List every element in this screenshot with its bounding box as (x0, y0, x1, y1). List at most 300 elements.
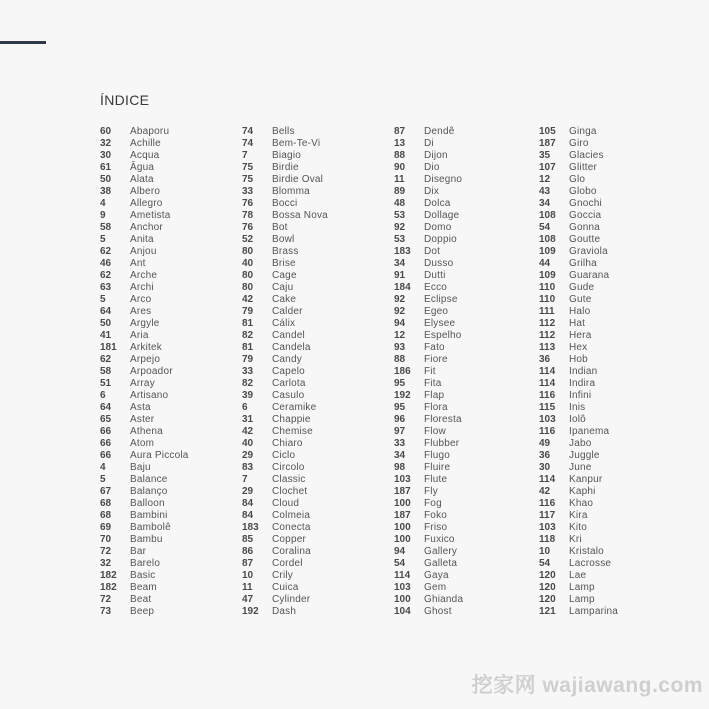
product-name: Fly (424, 486, 438, 497)
page-number: 112 (539, 318, 556, 329)
index-entry (100, 342, 240, 354)
product-name: Lacrosse (569, 558, 612, 569)
product-name: Bambolê (130, 522, 171, 533)
product-name: Beep (130, 606, 155, 617)
product-name: June (569, 462, 592, 473)
index-entry (539, 162, 679, 174)
product-name: Dash (272, 606, 297, 617)
product-name: Arpoador (130, 366, 173, 377)
product-name: Aura Piccola (130, 450, 189, 461)
index-entry (100, 222, 240, 234)
page-number: 120 (539, 582, 556, 593)
product-name: Casulo (272, 390, 305, 401)
product-name: Fluire (424, 462, 451, 473)
index-entry (100, 474, 240, 486)
index-entry (394, 378, 534, 390)
page-number: 104 (394, 606, 411, 617)
index-entry (100, 402, 240, 414)
index-entry (394, 162, 534, 174)
product-name: Galleta (424, 558, 458, 569)
product-name: Balanço (130, 486, 168, 497)
product-name: Ecco (424, 282, 448, 293)
page-number: 93 (394, 342, 406, 353)
page-number: 103 (539, 414, 556, 425)
index-entry (242, 402, 382, 414)
index-entry (242, 522, 382, 534)
product-name: Lamp (569, 582, 595, 593)
product-name: Alata (130, 174, 154, 185)
page-number: 29 (242, 450, 254, 461)
page-number: 121 (539, 606, 556, 617)
product-name: Fuxico (424, 534, 455, 545)
product-name: Athena (130, 426, 163, 437)
index-entry (394, 558, 534, 570)
page-number: 87 (394, 126, 406, 137)
page-number: 5 (100, 474, 106, 485)
product-name: Gaya (424, 570, 449, 581)
product-name: Array (130, 378, 155, 389)
page-number: 108 (539, 234, 556, 245)
index-column-1 (100, 126, 240, 618)
product-name: Cylinder (272, 594, 311, 605)
page-number: 58 (100, 222, 112, 233)
page-number: 183 (394, 246, 411, 257)
index-entry (100, 486, 240, 498)
product-name: Hob (569, 354, 588, 365)
product-name: Ametista (130, 210, 171, 221)
product-name: Flora (424, 402, 448, 413)
product-name: Arpejo (130, 354, 161, 365)
page-number: 47 (242, 594, 254, 605)
page-number: 49 (539, 438, 551, 449)
product-name: Lamp (569, 594, 595, 605)
index-entry (100, 270, 240, 282)
page-number: 13 (394, 138, 406, 149)
index-entry (394, 318, 534, 330)
product-name: Ipanema (569, 426, 610, 437)
page-number: 105 (539, 126, 556, 137)
product-name: Dutti (424, 270, 446, 281)
product-name: Glacies (569, 150, 604, 161)
index-entry (100, 294, 240, 306)
product-name: Bar (130, 546, 147, 557)
page-number: 32 (100, 138, 112, 149)
page-number: 111 (539, 306, 555, 317)
index-entry (242, 222, 382, 234)
page-number: 11 (242, 582, 253, 593)
product-name: Âgua (130, 162, 155, 173)
page-number: 113 (539, 342, 556, 353)
product-name: Ant (130, 258, 146, 269)
page-number: 103 (394, 582, 411, 593)
page-number: 62 (100, 354, 112, 365)
page-number: 30 (100, 150, 112, 161)
product-name: Brise (272, 258, 296, 269)
index-entry (539, 126, 679, 138)
product-name: Glitter (569, 162, 598, 173)
index-entry (242, 558, 382, 570)
product-name: Espelho (424, 330, 462, 341)
page-number: 103 (394, 474, 411, 485)
index-entry (100, 450, 240, 462)
product-name: Achille (130, 138, 161, 149)
index-entry (539, 174, 679, 186)
index-entry (242, 258, 382, 270)
page-number: 192 (394, 390, 411, 401)
product-name: Guarana (569, 270, 610, 281)
index-entry (100, 546, 240, 558)
index-column-4 (539, 126, 679, 618)
product-name: Balance (130, 474, 168, 485)
index-entry (539, 402, 679, 414)
page-number: 116 (539, 390, 556, 401)
page-number: 74 (242, 126, 254, 137)
page-number: 34 (394, 258, 406, 269)
index-entry (394, 606, 534, 618)
product-name: Flugo (424, 450, 451, 461)
product-name: Barelo (130, 558, 161, 569)
index-entry (539, 558, 679, 570)
index-entry (100, 522, 240, 534)
index-entry (100, 510, 240, 522)
page-number: 98 (394, 462, 406, 473)
page-number: 118 (539, 534, 556, 545)
index-entry (100, 426, 240, 438)
index-entry (539, 246, 679, 258)
index-entry (242, 282, 382, 294)
page-number: 33 (242, 186, 254, 197)
page-number: 72 (100, 594, 112, 605)
product-name: Iolô (569, 414, 586, 425)
product-name: Flubber (424, 438, 460, 449)
index-entry (539, 582, 679, 594)
page-number: 48 (394, 198, 406, 209)
page-number: 182 (100, 582, 117, 593)
product-name: Kira (569, 510, 588, 521)
product-name: Blomma (272, 186, 310, 197)
product-name: Brass (272, 246, 299, 257)
product-name: Lamparina (569, 606, 619, 617)
product-name: Dollage (424, 210, 460, 221)
index-entry (242, 486, 382, 498)
page-number: 54 (394, 558, 406, 569)
product-name: Halo (569, 306, 591, 317)
product-name: Kaphi (569, 486, 596, 497)
page-number: 34 (394, 450, 406, 461)
page-number: 80 (242, 282, 254, 293)
index-entry (394, 330, 534, 342)
product-name: Domo (424, 222, 452, 233)
product-name: Asta (130, 402, 151, 413)
page-number: 183 (242, 522, 259, 533)
product-name: Gem (424, 582, 447, 593)
page-number: 9 (100, 210, 106, 221)
page-number: 68 (100, 510, 112, 521)
page-number: 35 (539, 150, 551, 161)
index-entry (394, 354, 534, 366)
product-name: Gute (569, 294, 592, 305)
product-name: Fita (424, 378, 442, 389)
index-entry (242, 570, 382, 582)
page-number: 7 (242, 474, 248, 485)
index-entry (242, 150, 382, 162)
page-number: 91 (394, 270, 406, 281)
page-number: 115 (539, 402, 556, 413)
index-entry (242, 342, 382, 354)
product-name: Hera (569, 330, 592, 341)
page-number: 66 (100, 426, 112, 437)
index-entry (394, 474, 534, 486)
product-name: Ghianda (424, 594, 464, 605)
product-name: Basic (130, 570, 156, 581)
index-entry (100, 258, 240, 270)
product-name: Khao (569, 498, 594, 509)
product-name: Aria (130, 330, 149, 341)
page-number: 46 (100, 258, 112, 269)
page-number: 95 (394, 402, 406, 413)
index-entry (242, 210, 382, 222)
product-name: Carlota (272, 378, 306, 389)
index-entry (539, 546, 679, 558)
page-number: 10 (242, 570, 254, 581)
index-entry (539, 318, 679, 330)
index-entry (242, 294, 382, 306)
index-entry (394, 210, 534, 222)
product-name: Biagio (272, 150, 301, 161)
page-number: 84 (242, 510, 254, 521)
index-entry (100, 162, 240, 174)
product-name: Clochet (272, 486, 308, 497)
index-entry (100, 558, 240, 570)
index-entry (100, 174, 240, 186)
index-entry (100, 366, 240, 378)
page-number: 184 (394, 282, 411, 293)
index-entry (100, 498, 240, 510)
product-name: Crily (272, 570, 293, 581)
index-entry (100, 570, 240, 582)
index-entry (242, 390, 382, 402)
product-name: Birdie (272, 162, 299, 173)
product-name: Caju (272, 282, 294, 293)
page-number: 54 (539, 558, 551, 569)
page-number: 58 (100, 366, 112, 377)
product-name: Candel (272, 330, 305, 341)
index-entry (100, 534, 240, 546)
index-entry (242, 498, 382, 510)
index-entry (242, 354, 382, 366)
index-entry (242, 606, 382, 618)
index-entry (242, 426, 382, 438)
page-number: 95 (394, 378, 406, 389)
index-entry (100, 138, 240, 150)
page-number: 43 (539, 186, 551, 197)
index-entry (100, 390, 240, 402)
index-entry (394, 138, 534, 150)
index-column-3 (394, 126, 534, 618)
page-number: 72 (100, 546, 112, 557)
index-entry (394, 462, 534, 474)
page-number: 182 (100, 570, 117, 581)
page-number: 67 (100, 486, 112, 497)
index-entry (242, 594, 382, 606)
index-entry (242, 186, 382, 198)
index-entry (100, 198, 240, 210)
index-entry (100, 462, 240, 474)
watermark: 挖家网 wajiawang.com (471, 674, 703, 697)
page-number: 66 (100, 438, 112, 449)
product-name: Calder (272, 306, 303, 317)
page-number: 192 (242, 606, 259, 617)
page-number: 100 (394, 594, 411, 605)
product-name: Gnochi (569, 198, 602, 209)
page-number: 114 (394, 570, 411, 581)
page-number: 109 (539, 270, 556, 281)
product-name: Bem-Te-Vi (272, 138, 321, 149)
page-number: 88 (394, 150, 406, 161)
page-number: 53 (394, 234, 406, 245)
product-name: Chappie (272, 414, 311, 425)
page-number: 73 (100, 606, 112, 617)
index-entry (394, 294, 534, 306)
product-name: Grilha (569, 258, 597, 269)
index-entry (394, 498, 534, 510)
index-entry (100, 378, 240, 390)
product-name: Dolca (424, 198, 451, 209)
page-number: 85 (242, 534, 254, 545)
index-entry (539, 570, 679, 582)
page-number: 82 (242, 330, 254, 341)
product-name: Conecta (272, 522, 311, 533)
index-entry (394, 258, 534, 270)
top-accent-rule (0, 41, 46, 44)
page-number: 38 (100, 186, 112, 197)
index-entry (539, 198, 679, 210)
page-number: 29 (242, 486, 254, 497)
page-number: 78 (242, 210, 254, 221)
product-name: Baju (130, 462, 151, 473)
index-entry (539, 234, 679, 246)
product-name: Classic (272, 474, 306, 485)
page-number: 81 (242, 318, 254, 329)
product-name: Candela (272, 342, 311, 353)
page-number: 52 (242, 234, 254, 245)
page-number: 79 (242, 354, 254, 365)
page-number: 120 (539, 570, 556, 581)
index-entry (394, 198, 534, 210)
index-column-2 (242, 126, 382, 618)
product-name: Dendê (424, 126, 455, 137)
page-number: 76 (242, 222, 254, 233)
product-name: Abaporu (130, 126, 170, 137)
product-name: Elysee (424, 318, 456, 329)
index-entry (100, 150, 240, 162)
index-entry (242, 546, 382, 558)
product-name: Juggle (569, 450, 600, 461)
index-entry (242, 582, 382, 594)
index-entry (394, 510, 534, 522)
page-number: 32 (100, 558, 112, 569)
index-entry (539, 438, 679, 450)
index-entry (539, 138, 679, 150)
page-number: 41 (100, 330, 112, 341)
product-name: Indian (569, 366, 598, 377)
index-entry (242, 318, 382, 330)
page-number: 114 (539, 366, 556, 377)
index-entry (242, 462, 382, 474)
page-number: 187 (394, 486, 411, 497)
product-name: Bot (272, 222, 288, 233)
index-entry (539, 450, 679, 462)
product-name: Dix (424, 186, 440, 197)
page-number: 31 (242, 414, 254, 425)
product-name: Ghost (424, 606, 452, 617)
product-name: Cloud (272, 498, 300, 509)
index-entry (100, 246, 240, 258)
product-name: Birdie Oval (272, 174, 324, 185)
page-number: 75 (242, 162, 254, 173)
index-entry (394, 402, 534, 414)
page-number: 62 (100, 246, 112, 257)
product-name: Foko (424, 510, 448, 521)
page-number: 83 (242, 462, 254, 473)
product-name: Gude (569, 282, 595, 293)
index-entry (539, 414, 679, 426)
product-name: Anchor (130, 222, 163, 233)
index-entry (242, 534, 382, 546)
index-entry (242, 138, 382, 150)
index-entry (394, 522, 534, 534)
page-number: 76 (242, 198, 254, 209)
index-entry (242, 510, 382, 522)
index-entry (100, 210, 240, 222)
index-entry (100, 126, 240, 138)
page-number: 92 (394, 294, 406, 305)
page-number: 4 (100, 198, 106, 209)
product-name: Dusso (424, 258, 454, 269)
page-number: 187 (394, 510, 411, 521)
page-number: 42 (242, 294, 254, 305)
index-entry (100, 318, 240, 330)
product-name: Chiaro (272, 438, 303, 449)
page-number: 94 (394, 546, 406, 557)
product-name: Chemise (272, 426, 313, 437)
page-number: 186 (394, 366, 411, 377)
page-number: 75 (242, 174, 254, 185)
page-number: 100 (394, 522, 411, 533)
page-number: 100 (394, 498, 411, 509)
product-name: Cálix (272, 318, 296, 329)
index-entry (394, 594, 534, 606)
product-name: Hex (569, 342, 588, 353)
index-entry (242, 438, 382, 450)
index-entry (242, 174, 382, 186)
index-entry (242, 474, 382, 486)
page-number: 64 (100, 402, 112, 413)
index-entry (394, 450, 534, 462)
page-number: 7 (242, 150, 248, 161)
page-number: 33 (394, 438, 406, 449)
product-name: Giro (569, 138, 589, 149)
page-number: 60 (100, 126, 112, 137)
index-entry (100, 306, 240, 318)
index-entry (242, 366, 382, 378)
page-number: 74 (242, 138, 254, 149)
page-number: 10 (539, 546, 551, 557)
product-name: Egeo (424, 306, 449, 317)
page-number: 87 (242, 558, 254, 569)
page-number: 90 (394, 162, 406, 173)
page-number: 30 (539, 462, 551, 473)
